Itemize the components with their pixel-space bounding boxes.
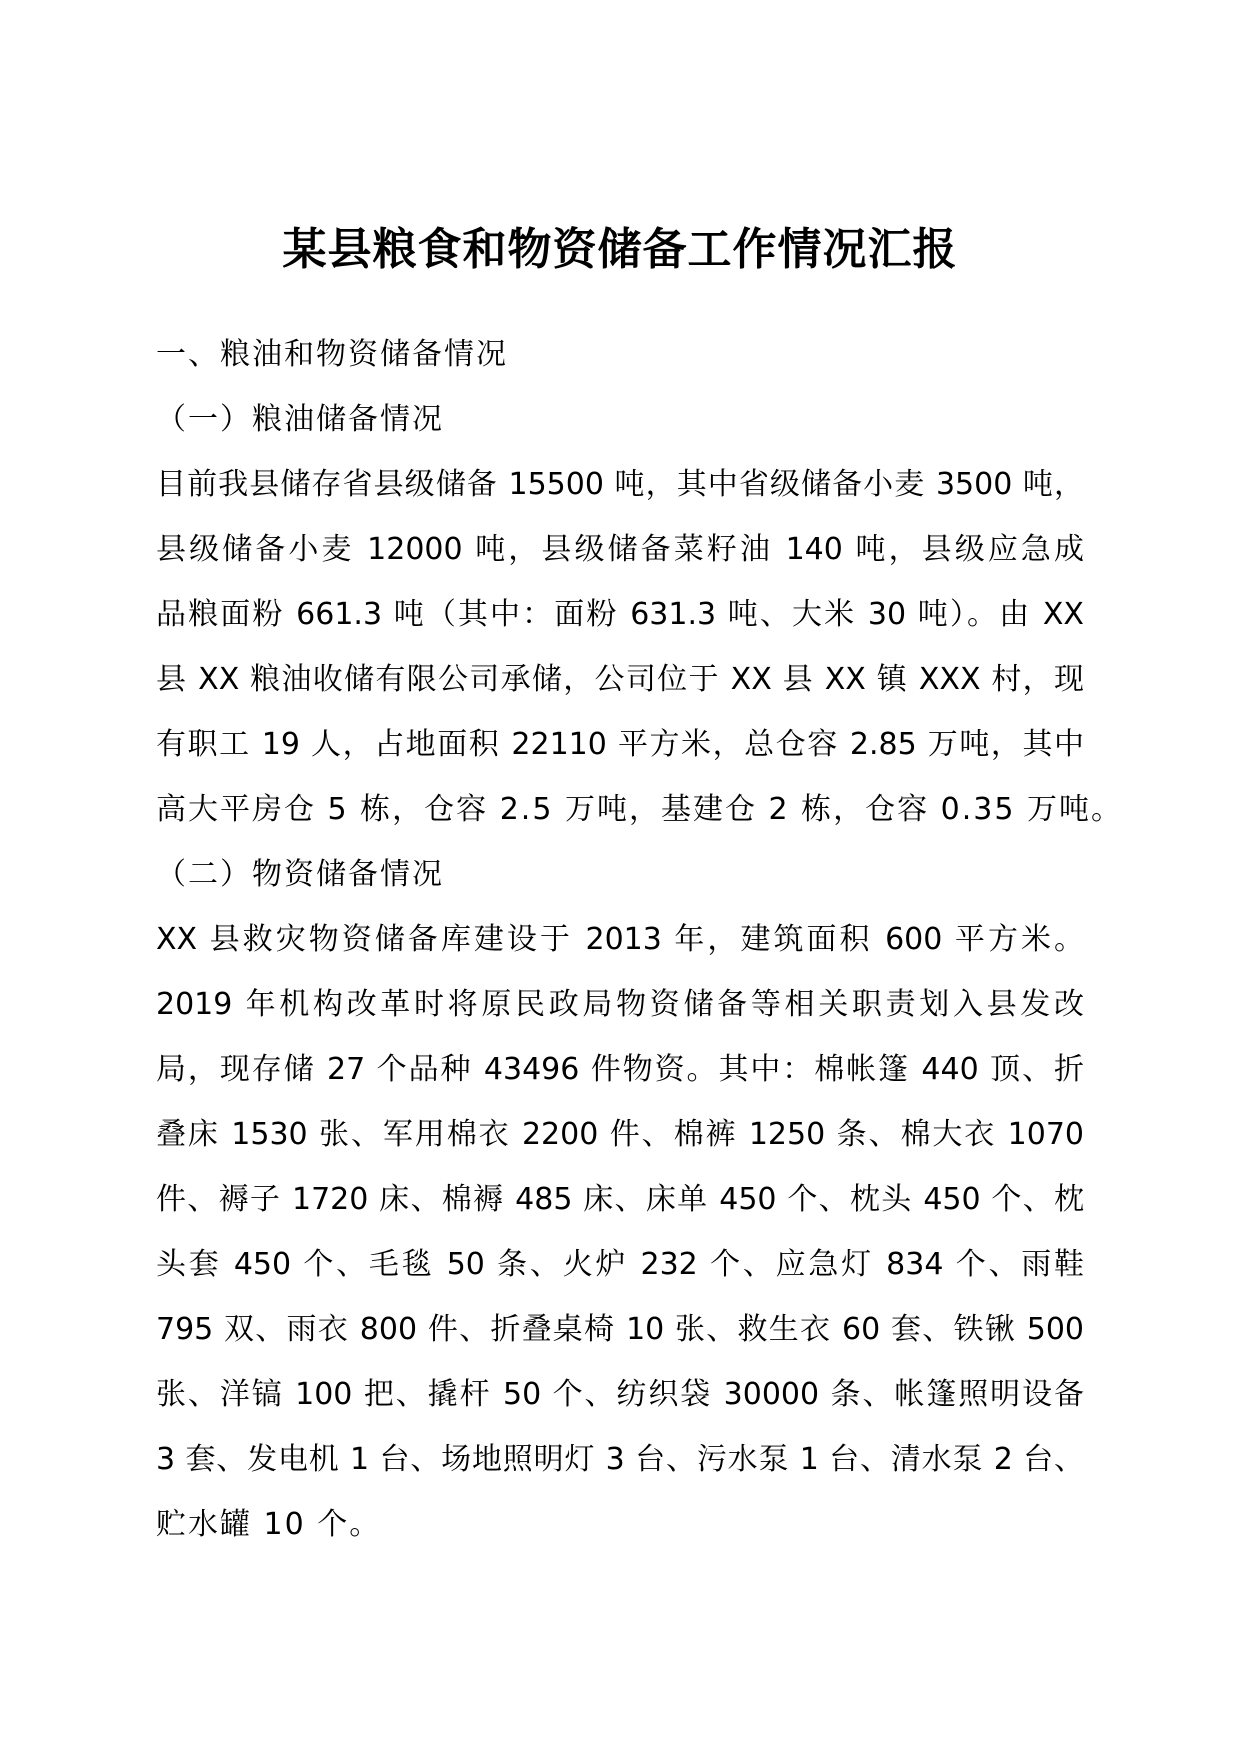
document-body <box>156 322 1123 1557</box>
section-heading-1: 一、粮油和物资储备情况 <box>156 337 508 372</box>
paragraph-line: 张、洋镐 100 把、撬杆 50 个、纺织袋 30000 条、帐篷照明设备 <box>156 1377 1084 1412</box>
paragraph-line: 品粮面粉 661.3 吨（其中：面粉 631.3 吨、大米 30 吨）。由 XX <box>156 597 1084 632</box>
paragraph-line: 目前我县储存省县级储备 15500 吨，其中省级储备小麦 3500 吨， <box>156 467 1084 502</box>
document-title: 某县粮食和物资储备工作情况汇报 <box>282 224 958 275</box>
paragraph-line: 有职工 19 人，占地面积 22110 平方米，总仓容 2.85 万吨，其中 <box>156 727 1084 762</box>
paragraph-line: 县 XX 粮油收储有限公司承储，公司位于 XX 县 XX 镇 XXX 村，现 <box>156 662 1084 697</box>
paragraph-line: XX 县救灾物资储备库建设于 2013 年，建筑面积 600 平方米。 <box>156 922 1084 957</box>
paragraph-line: 贮水罐 10 个。 <box>156 1507 382 1542</box>
paragraph-line: 头套 450 个、毛毯 50 条、火炉 232 个、应急灯 834 个、雨鞋 <box>156 1247 1084 1282</box>
paragraph-line: 局，现存储 27 个品种 43496 件物资。其中：棉帐篷 440 顶、折 <box>156 1052 1084 1087</box>
paragraph-line: 3 套、发电机 1 台、场地照明灯 3 台、污水泵 1 台、清水泵 2 台、 <box>156 1442 1084 1477</box>
subsection-heading-materials: （二）物资储备情况 <box>156 857 444 892</box>
paragraph-line: 县级储备小麦 12000 吨，县级储备菜籽油 140 吨，县级应急成 <box>156 532 1084 567</box>
paragraph-line: 2019 年机构改革时将原民政局物资储备等相关职责划入县发改 <box>156 987 1084 1022</box>
subsection-heading-grain-oil: （一）粮油储备情况 <box>156 402 444 437</box>
paragraph-line: 795 双、雨衣 800 件、折叠桌椅 10 张、救生衣 60 套、铁锹 500 <box>156 1312 1084 1347</box>
paragraph-line: 高大平房仓 5 栋，仓容 2.5 万吨，基建仓 2 栋，仓容 0.35 万吨。 <box>156 792 1123 827</box>
paragraph-line: 件、褥子 1720 床、棉褥 485 床、床单 450 个、枕头 450 个、枕 <box>156 1182 1084 1217</box>
paragraph-line: 叠床 1530 张、军用棉衣 2200 件、棉裤 1250 条、棉大衣 1070 <box>156 1117 1084 1152</box>
